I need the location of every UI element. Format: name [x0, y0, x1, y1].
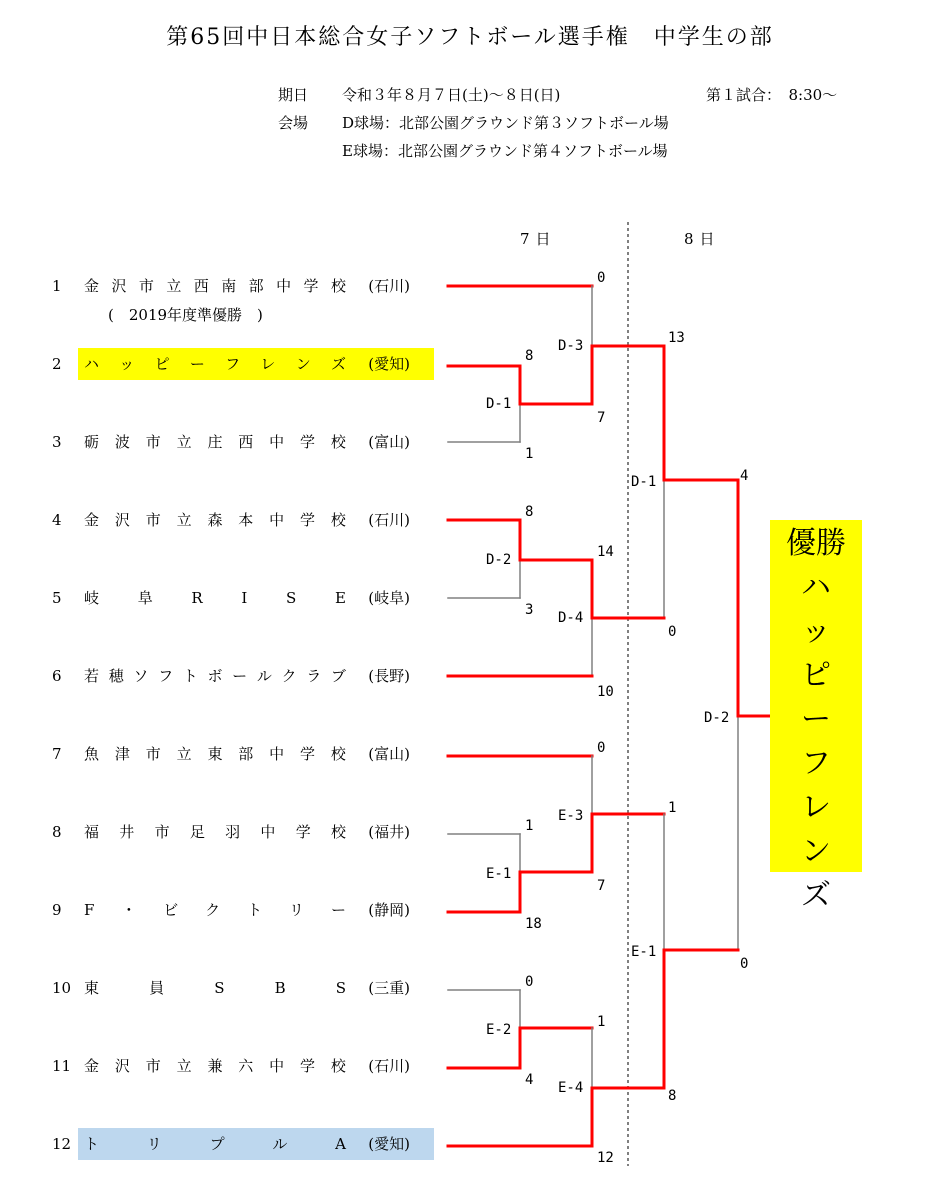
score-d4-d2: 14: [597, 544, 614, 560]
champion-name: ハ ッ ピ ー フ レ ン ズ: [801, 570, 831, 913]
score-d1-team3: 1: [525, 446, 534, 462]
team-number: 10: [52, 979, 72, 997]
score-se1-e3: 1: [668, 800, 677, 816]
date-value: 令和３年８月７日(土)～８日(日): [342, 86, 561, 104]
game-label-semi-d1: D-1: [631, 474, 657, 490]
score-d2-team4: 8: [525, 504, 534, 520]
score-d3-team1: 0: [597, 270, 606, 286]
team-number: 2: [52, 355, 62, 373]
venue-e: E球場：北部公園グラウンド第４ソフトボール場: [342, 142, 668, 160]
team-name: 金 沢 市 立 兼 六 中 学 校: [84, 1057, 346, 1075]
team-name: F ・ ビ ク ト リ ー: [84, 901, 346, 919]
team-number: 9: [52, 901, 62, 919]
page-title: 第65回中日本総合女子ソフトボール選手権 中学生の部: [166, 25, 774, 50]
team-prefecture: (石川): [368, 511, 410, 529]
game-label-final: D-2: [704, 710, 730, 726]
game-label-d4: D-4: [558, 610, 584, 626]
team-name: 金 沢 市 立 森 本 中 学 校: [84, 511, 346, 529]
score-e3-e1: 7: [597, 878, 606, 894]
score-e1-team8: 1: [525, 818, 534, 834]
game-label-d3: D-3: [558, 338, 584, 354]
game-label-e4: E-4: [558, 1080, 584, 1096]
team-prefecture: (愛知): [368, 1135, 410, 1153]
score-final-top: 4: [740, 468, 749, 484]
team-name: ハ ッ ピ ー フ レ ン ズ: [84, 355, 346, 373]
score-e2-team11: 4: [525, 1072, 534, 1088]
date-label: 期日: [278, 86, 309, 104]
champion-label: 優勝: [786, 526, 846, 561]
team-1-note: ( 2019年度準優勝 ): [108, 306, 263, 324]
team-prefecture: (長野): [368, 667, 410, 685]
team-prefecture: (富山): [368, 745, 410, 763]
team-number: 12: [52, 1135, 72, 1153]
score-d1-team2: 8: [525, 348, 534, 364]
score-e3-team7: 0: [597, 740, 606, 756]
team-number: 6: [52, 667, 62, 685]
team-prefecture: (石川): [368, 277, 410, 295]
team-prefecture: (福井): [368, 823, 410, 841]
team-name: 砺 波 市 立 庄 西 中 学 校: [84, 433, 346, 451]
team-name: 東 員 S B S: [84, 979, 346, 997]
game-label-semi-e1: E-1: [631, 944, 657, 960]
team-name: 福 井 市 足 羽 中 学 校: [84, 823, 346, 841]
score-final-bottom: 0: [740, 956, 749, 972]
score-d4-team6: 10: [597, 684, 614, 700]
score-d2-team5: 3: [525, 602, 534, 618]
team-number: 11: [52, 1057, 72, 1075]
score-e1-team9: 18: [525, 916, 542, 932]
team-name: ト リ プ ル A: [84, 1135, 346, 1153]
team-prefecture: (静岡): [368, 901, 410, 919]
venue-label: 会場: [278, 114, 309, 132]
day-1-label: 7日: [520, 230, 557, 248]
team-prefecture: (富山): [368, 433, 410, 451]
day-2-label: 8日: [684, 230, 721, 248]
score-e2-team10: 0: [525, 974, 534, 990]
game-label-d2: D-2: [486, 552, 512, 568]
score-se1-e4: 8: [668, 1088, 677, 1104]
game-label-d1: D-1: [486, 396, 512, 412]
team-name: 金 沢 市 立 西 南 部 中 学 校: [84, 277, 346, 295]
score-e4-e2: 1: [597, 1014, 606, 1030]
game-label-e2: E-2: [486, 1022, 512, 1038]
venue-d: D球場：北部公園グラウンド第３ソフトボール場: [342, 114, 669, 132]
team-name: 若 穂 ソ フ ト ボ ー ル ク ラ ブ: [84, 667, 346, 685]
team-name: 魚 津 市 立 東 部 中 学 校: [84, 745, 346, 763]
team-name: 岐 阜 R I S E: [84, 589, 346, 607]
champion-box: [770, 520, 862, 913]
team-prefecture: (石川): [368, 1057, 410, 1075]
game-label-e1: E-1: [486, 866, 512, 882]
team-number: 4: [52, 511, 62, 529]
team-prefecture: (愛知): [368, 355, 410, 373]
team-prefecture: (三重): [368, 979, 410, 997]
score-e4-team12: 12: [597, 1150, 614, 1166]
score-d3-d1: 7: [597, 410, 606, 426]
team-prefecture: (岐阜): [368, 589, 410, 607]
score-sd1-d4: 0: [668, 624, 677, 640]
score-sd1-d3: 13: [668, 330, 685, 346]
team-number: 5: [52, 589, 62, 607]
team-number: 8: [52, 823, 62, 841]
first-game-time: 第１試合： 8:30～: [706, 86, 838, 104]
game-label-e3: E-3: [558, 808, 584, 824]
team-number: 3: [52, 433, 62, 451]
team-number: 1: [52, 277, 62, 295]
team-number: 7: [52, 745, 62, 763]
